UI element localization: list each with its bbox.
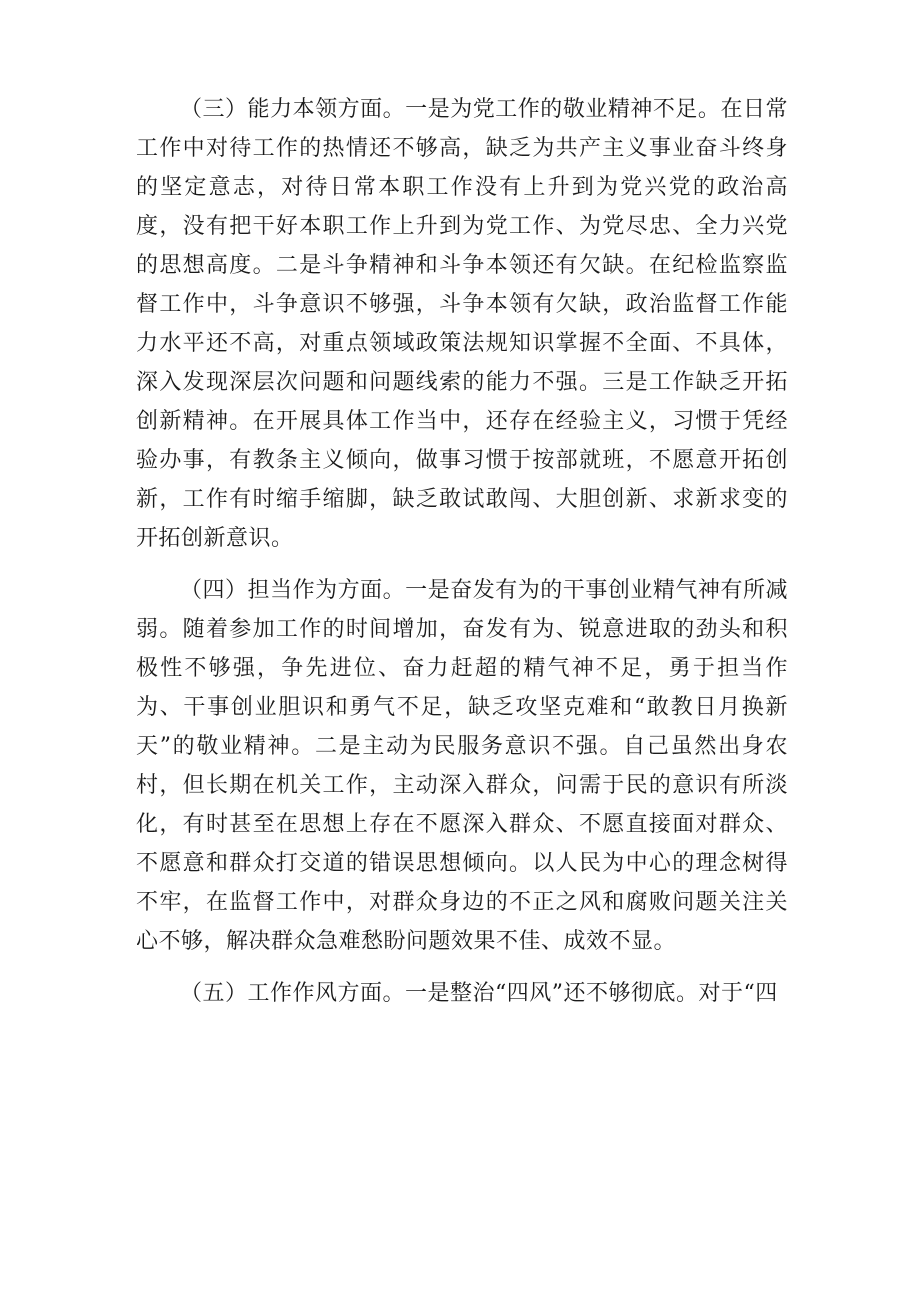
paragraph-responsibility: （四）担当作为方面。一是奋发有为的干事创业精气神有所减弱。随着参加工作的时间增加，奋发有为、锐意进取的劲头和积极性不够强，争先进位、奋力赶超的精气神不足，勇于担当作为、干事创业胆识和勇气不足，缺乏攻坚克难和“敢教日月换新天”的敬业精神。二是主动为民服务意识不强。自己虽然出身农村，但长期在机关工作，主动深入群众，问需于民的意识有所淡化，有时甚至在思想上存在不愿深入群众、不愿直接面对群众、不愿意和群众打交道的错误思想倾向。以人民为中心的理念树得不牢，在监督工作中，对群众身边的不正之风和腐败问题关注关心不够，解决群众急难愁盼问题效果不佳、成效不显。 — [136, 578, 788, 954]
paragraph-work-style: （五）工作作风方面。一是整治“四风”还不够彻底。对于“四 — [180, 981, 778, 1006]
paragraph-ability: （三）能力本领方面。一是为党工作的敬业精神不足。在日常工作中对待工作的热情还不够高，缺乏为共产主义事业奋斗终身的坚定意志，对待日常本职工作没有上升到为党兴党的政治高度，没有把干好本职工作上升到为党工作、为党尽忠、全力兴党的思想高度。二是斗争精神和斗争本领还有欠缺。在纪检监察监督工作中，斗争意识不够强，斗争本领有欠缺，政治监督工作能力水平还不高，对重点领域政策法规知识掌握不全面、不具体，深入发现深层次问题和问题线索的能力不强。三是工作缺乏开拓创新精神。在开展具体工作当中，还存在经验主义，习惯于凭经验办事，有教条主义倾向，做事习惯于按部就班，不愿意开拓创新，工作有时缩手缩脚，缺乏敢试敢闯、大胆创新、求新求变的开拓创新意识。 — [136, 97, 788, 551]
document-body — [136, 90, 788, 1013]
